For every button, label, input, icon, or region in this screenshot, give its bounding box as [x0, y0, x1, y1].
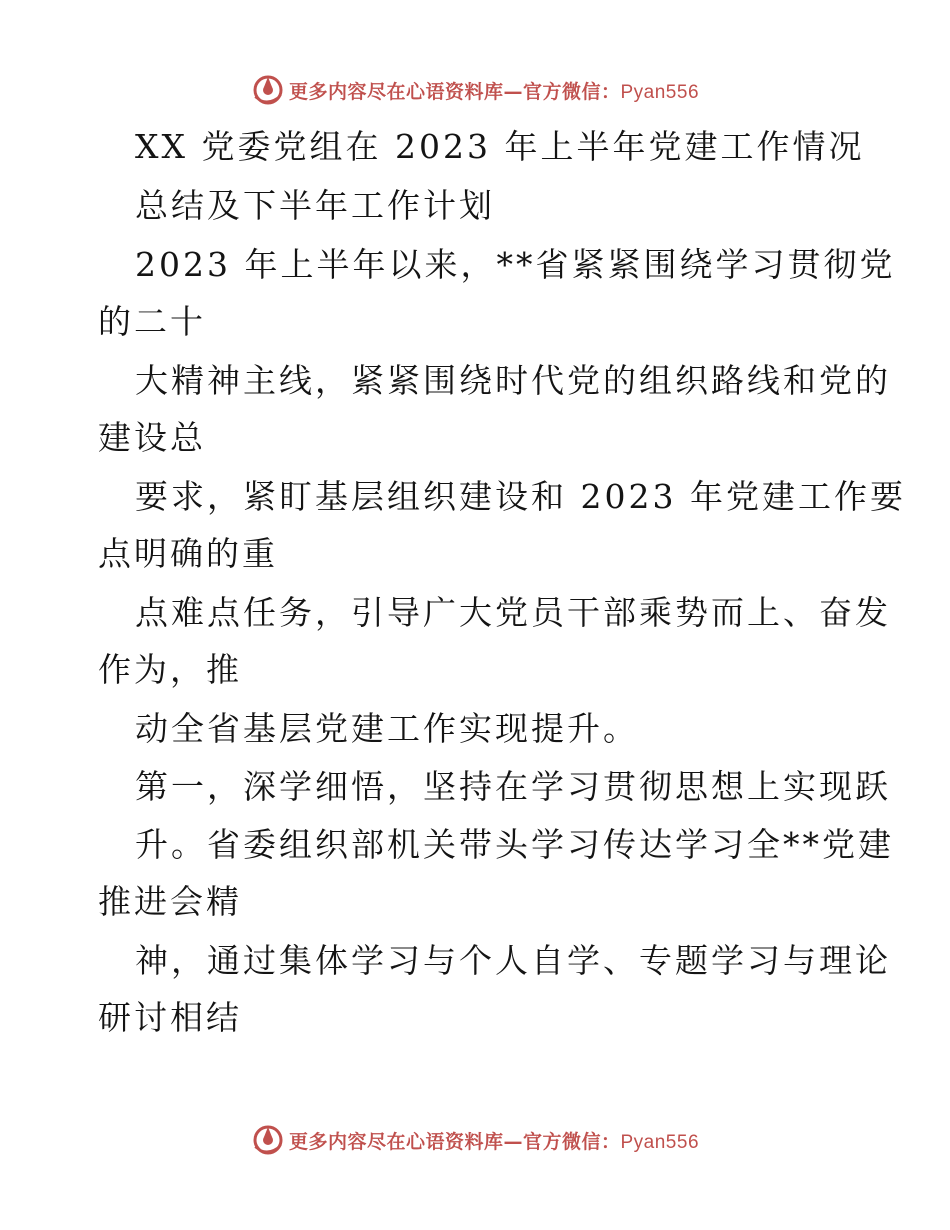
- watermark-logo-icon: [251, 73, 285, 107]
- footer-watermark: [0, 1122, 950, 1158]
- paragraph-line: 点难点任务，引导广大党员干部乘势而上、奋发: [135, 593, 891, 632]
- watermark-text: [289, 1127, 699, 1154]
- paragraph-line: 研讨相结: [98, 998, 242, 1037]
- paragraph-line: 点明确的重: [98, 534, 278, 573]
- watermark-separator: —: [503, 80, 523, 103]
- paragraph-line: 大精神主线，紧紧围绕时代党的组织路线和党的: [135, 361, 891, 400]
- paragraph-line: 升。省委组织部机关带头学习传达学习全**党建: [135, 825, 894, 864]
- paragraph-line: 2023 年上半年以来，**省紧紧围绕学习贯彻党: [135, 245, 896, 284]
- watermark-separator: —: [503, 1130, 523, 1153]
- paragraph-line: 动全省基层党建工作实现提升。: [135, 709, 639, 748]
- watermark-handle: Pyan556: [620, 1131, 700, 1153]
- paragraph-line: 要求，紧盯基层组织建设和 2023 年党建工作要: [135, 477, 906, 516]
- watermark-label: 官方微信：: [522, 80, 621, 103]
- watermark-logo-icon: [251, 1123, 285, 1157]
- paragraph-line: 建设总: [98, 418, 206, 457]
- paragraph-line: 第一，深学细悟，坚持在学习贯彻思想上实现跃: [135, 767, 891, 806]
- watermark-main: 更多内容尽在心语资料库: [288, 1130, 504, 1153]
- header-watermark: [0, 72, 950, 108]
- paragraph-line: 作为，推: [98, 650, 242, 689]
- document-title-line-1: XX 党委党组在 2023 年上半年党建工作情况: [135, 127, 865, 166]
- paragraph-line: 神，通过集体学习与个人自学、专题学习与理论: [135, 941, 891, 980]
- watermark-main: 更多内容尽在心语资料库: [288, 80, 504, 103]
- document-title-line-2: 总结及下半年工作计划: [135, 186, 495, 225]
- watermark-handle: Pyan556: [620, 81, 700, 103]
- watermark-text: [289, 77, 699, 104]
- paragraph-line: 推进会精: [98, 882, 242, 921]
- paragraph-line: 的二十: [98, 302, 206, 341]
- watermark-label: 官方微信：: [522, 1130, 621, 1153]
